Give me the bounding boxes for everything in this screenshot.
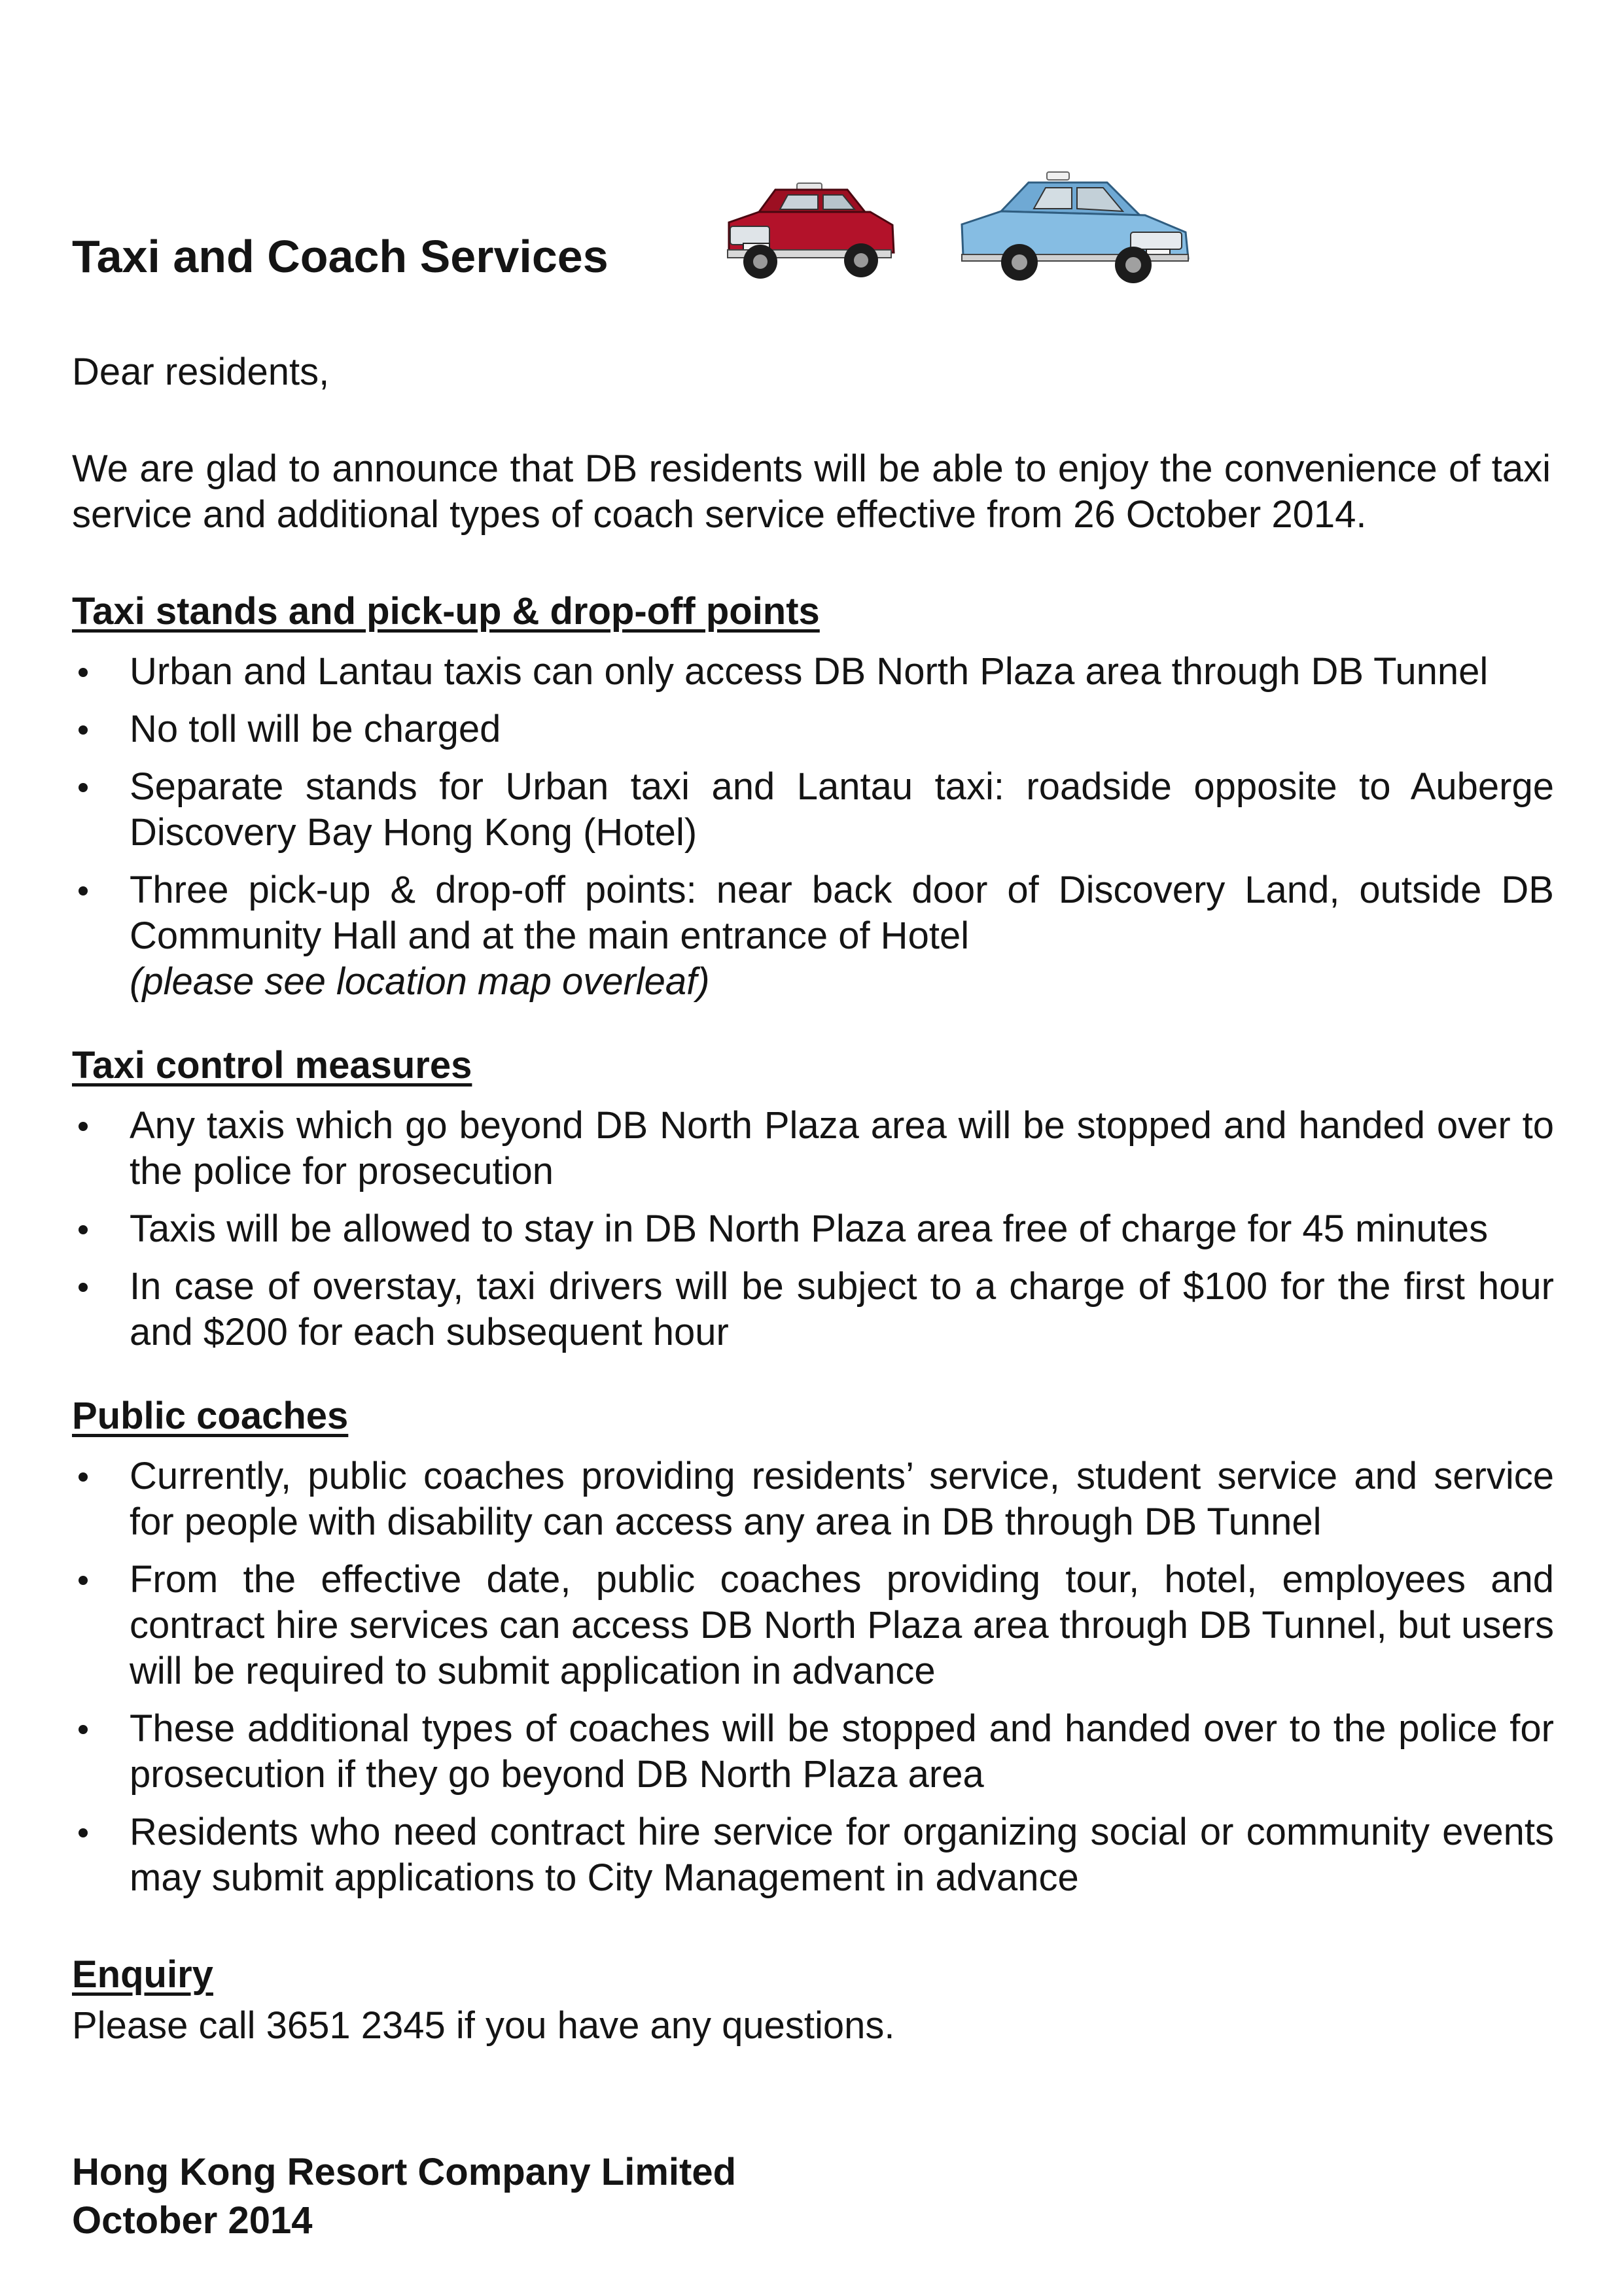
section-heading-public-coaches: Public coaches <box>72 1395 349 1437</box>
section-heading-taxi-stands: Taxi stands and pick-up & drop-off points <box>72 590 820 633</box>
signature-date: October 2014 <box>72 2199 313 2242</box>
list-item: No toll will be charged <box>72 706 1554 752</box>
blue-lantau-taxi-icon <box>955 167 1197 285</box>
list-item: These additional types of coaches will be stopped and handed over to the police for prosecution if they go beyond DB North Plaza area <box>72 1706 1554 1798</box>
signature-company: Hong Kong Resort Company Limited <box>72 2151 736 2193</box>
public-coaches-list <box>72 1453 1554 1913</box>
enquiry-text: Please call 3651 2345 if you have any questions. <box>72 2004 895 2047</box>
intro-paragraph: We are glad to announce that DB residents will be able to enjoy the convenience of taxi service and additional types of coach service effective from 26 October 2014. <box>72 447 1551 536</box>
list-item <box>72 867 1554 1005</box>
page-title: Taxi and Coach Services <box>72 231 609 282</box>
list-item: From the effective date, public coaches providing tour, hotel, employees and contract hire services can access DB North Plaza area through DB Tunnel, but users will be required to submit application in advance <box>72 1557 1554 1694</box>
list-item: Taxis will be allowed to stay in DB North Plaza area free of charge for 45 minutes <box>72 1206 1554 1252</box>
list-item: Currently, public coaches providing residents’ service, student service and service for people with disability can access any area in DB through DB Tunnel <box>72 1453 1554 1545</box>
list-item: Any taxis which go beyond DB North Plaza area will be stopped and handed over to the police for prosecution <box>72 1103 1554 1194</box>
list-item: Residents who need contract hire service for organizing social or community events may submit applications to City Management in advance <box>72 1809 1554 1901</box>
section-heading-enquiry: Enquiry <box>72 1953 213 1996</box>
list-item: Separate stands for Urban taxi and Lantau taxi: roadside opposite to Auberge Discovery Bay Hong Kong (Hotel) <box>72 764 1554 856</box>
list-item: Urban and Lantau taxis can only access DB North Plaza area through DB Tunnel <box>72 649 1554 695</box>
section-heading-taxi-control: Taxi control measures <box>72 1044 472 1087</box>
greeting: Dear residents, <box>72 351 330 393</box>
taxi-control-list <box>72 1103 1554 1367</box>
location-map-note: (please see location map overleaf) <box>130 960 710 1003</box>
list-item-text: Three pick-up & drop-off points: near back door of Discovery Land, outside DB Community Hall and at the main entrance of Hotel <box>130 869 1554 957</box>
taxi-stands-list <box>72 649 1554 1017</box>
red-urban-taxi-icon <box>720 171 903 283</box>
list-item: In case of overstay, taxi drivers will be subject to a charge of $100 for the first hour and $200 for each subsequent hour <box>72 1264 1554 1355</box>
